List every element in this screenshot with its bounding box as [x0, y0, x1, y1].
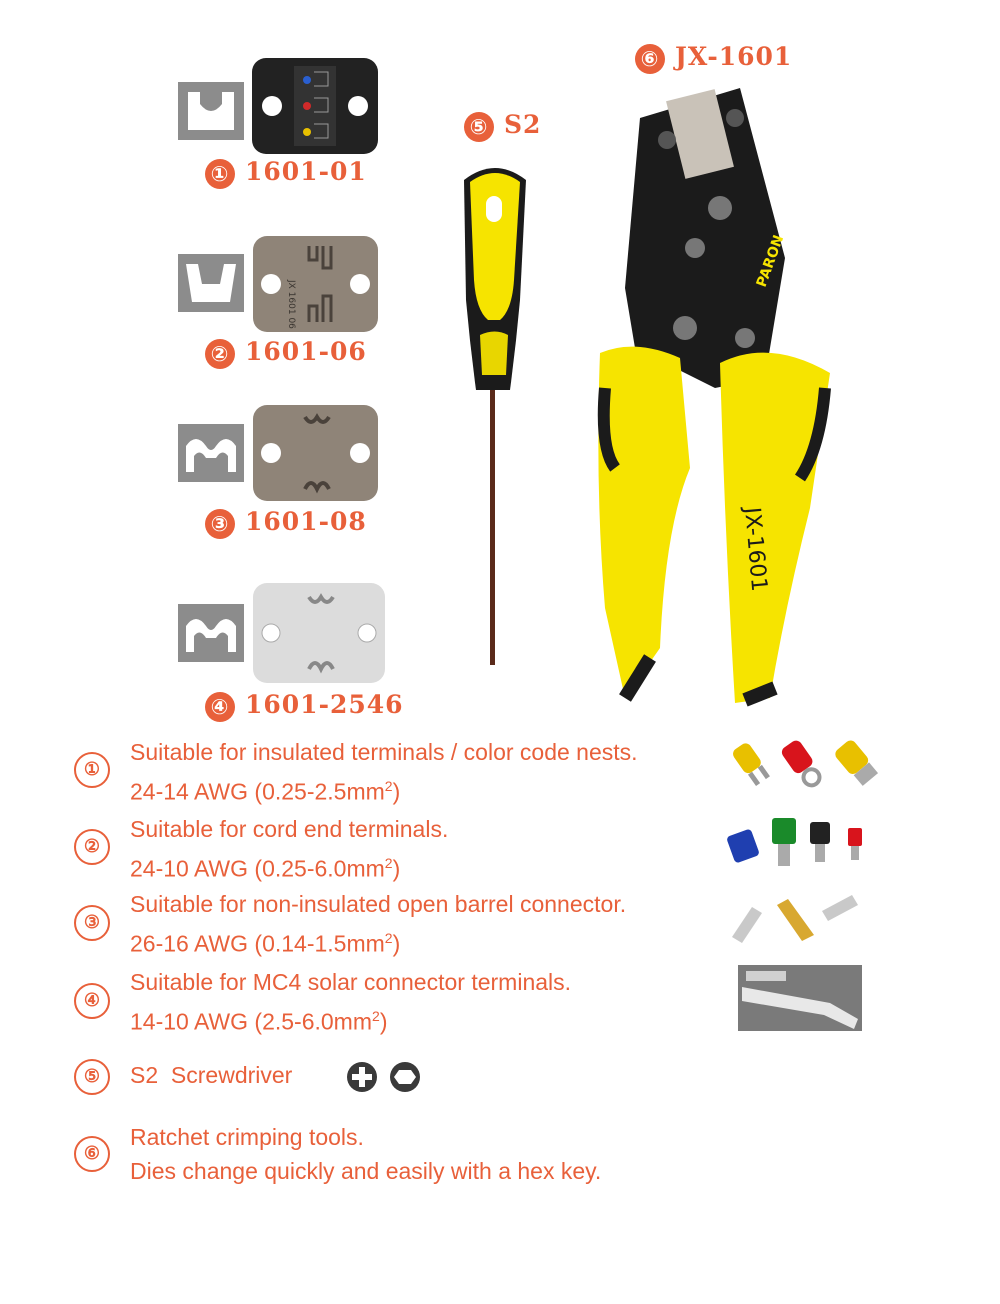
desc-number-2: ②: [74, 829, 110, 865]
desc-number-4: ④: [74, 983, 110, 1019]
number-badge: ①: [205, 159, 235, 189]
phillips-head-icon: [346, 1061, 378, 1093]
spec-tail: ): [392, 930, 401, 957]
desc-line: S2 Screwdriver: [130, 1062, 293, 1088]
spec-text: 24-14 AWG (0.25-2.5mm: [130, 778, 385, 805]
desc-number-5: ⑤: [74, 1059, 110, 1095]
die-1601-06-image: [253, 236, 378, 332]
die-1601-2546-image: [253, 583, 385, 683]
screwdriver-label: [464, 110, 541, 142]
cord-end-terminals-image: [722, 808, 872, 870]
spec-tail: ): [392, 778, 401, 805]
superscript: 2: [384, 855, 393, 871]
die-label-3: [205, 507, 367, 539]
hex-head-icon: [388, 1061, 422, 1093]
number-badge: ⑤: [464, 112, 494, 142]
number-badge: ③: [205, 509, 235, 539]
crimper-tool-image: [595, 88, 840, 708]
number-badge: ⑥: [635, 44, 665, 74]
desc-line: Suitable for cord end terminals.: [130, 816, 449, 842]
desc-4: [130, 965, 571, 1039]
desc-5: [130, 1058, 292, 1092]
desc-line: Suitable for MC4 solar connector terminals.: [130, 969, 572, 995]
desc-line: [130, 921, 626, 961]
desc-line: [130, 846, 448, 886]
desc-line: Suitable for non-insulated open barrel connector.: [130, 891, 627, 917]
superscript: 2: [372, 1008, 380, 1024]
die-code: 1601-06: [245, 337, 367, 366]
desc-line: Ratchet crimping tools.: [130, 1124, 364, 1150]
die-1601-08-image: [253, 405, 378, 501]
screwdriver-code: S2: [504, 110, 542, 139]
desc-1: [130, 735, 638, 809]
spec-text: 14-10 AWG (2.5-6.0mm: [130, 1008, 373, 1035]
brand-text: PARON: [753, 232, 788, 290]
desc-line: Suitable for insulated terminals / color code nests.: [130, 739, 638, 765]
die-code: 1601-2546: [245, 690, 404, 719]
model-text: JX-1601: [739, 506, 772, 593]
desc-number-6: ⑥: [74, 1136, 110, 1172]
die-profile-cup-icon: [178, 254, 244, 312]
desc-line: [130, 769, 638, 809]
desc-3: [130, 887, 626, 961]
mc4-terminal-image: [738, 965, 862, 1031]
insulated-terminals-image: [722, 732, 887, 792]
desc-2: [130, 812, 448, 886]
die-label-4: [205, 690, 404, 722]
die-label-2: [205, 337, 367, 369]
number-badge: ②: [205, 339, 235, 369]
die-profile-mc4-icon: [178, 604, 244, 662]
spec-tail: ): [392, 855, 401, 882]
desc-6: [130, 1120, 601, 1188]
desc-number-1: ①: [74, 752, 110, 788]
die-1601-01-image: [252, 58, 378, 154]
superscript: 2: [384, 930, 393, 946]
spec-text: 26-16 AWG (0.14-1.5mm: [130, 930, 385, 957]
crimper-label: [635, 42, 792, 74]
crimper-code: JX-1601: [675, 42, 793, 71]
die-profile-u-icon: [178, 82, 244, 140]
spec-text: 24-10 AWG (0.25-6.0mm: [130, 855, 385, 882]
die-code: 1601-08: [245, 507, 367, 536]
die-code: 1601-01: [245, 157, 367, 186]
desc-line: [130, 999, 571, 1039]
open-barrel-connectors-image: [722, 885, 867, 947]
number-badge: ④: [205, 692, 235, 722]
screwdriver-image: [440, 160, 550, 670]
desc-number-3: ③: [74, 905, 110, 941]
die-mark-text: JX 1601 06: [286, 280, 296, 329]
superscript: 2: [384, 778, 393, 794]
desc-line: Dies change quickly and easily with a hex key.: [130, 1158, 602, 1184]
spec-tail: ): [379, 1008, 388, 1035]
die-label-1: [205, 157, 367, 189]
die-profile-b-crimp-icon: [178, 424, 244, 482]
